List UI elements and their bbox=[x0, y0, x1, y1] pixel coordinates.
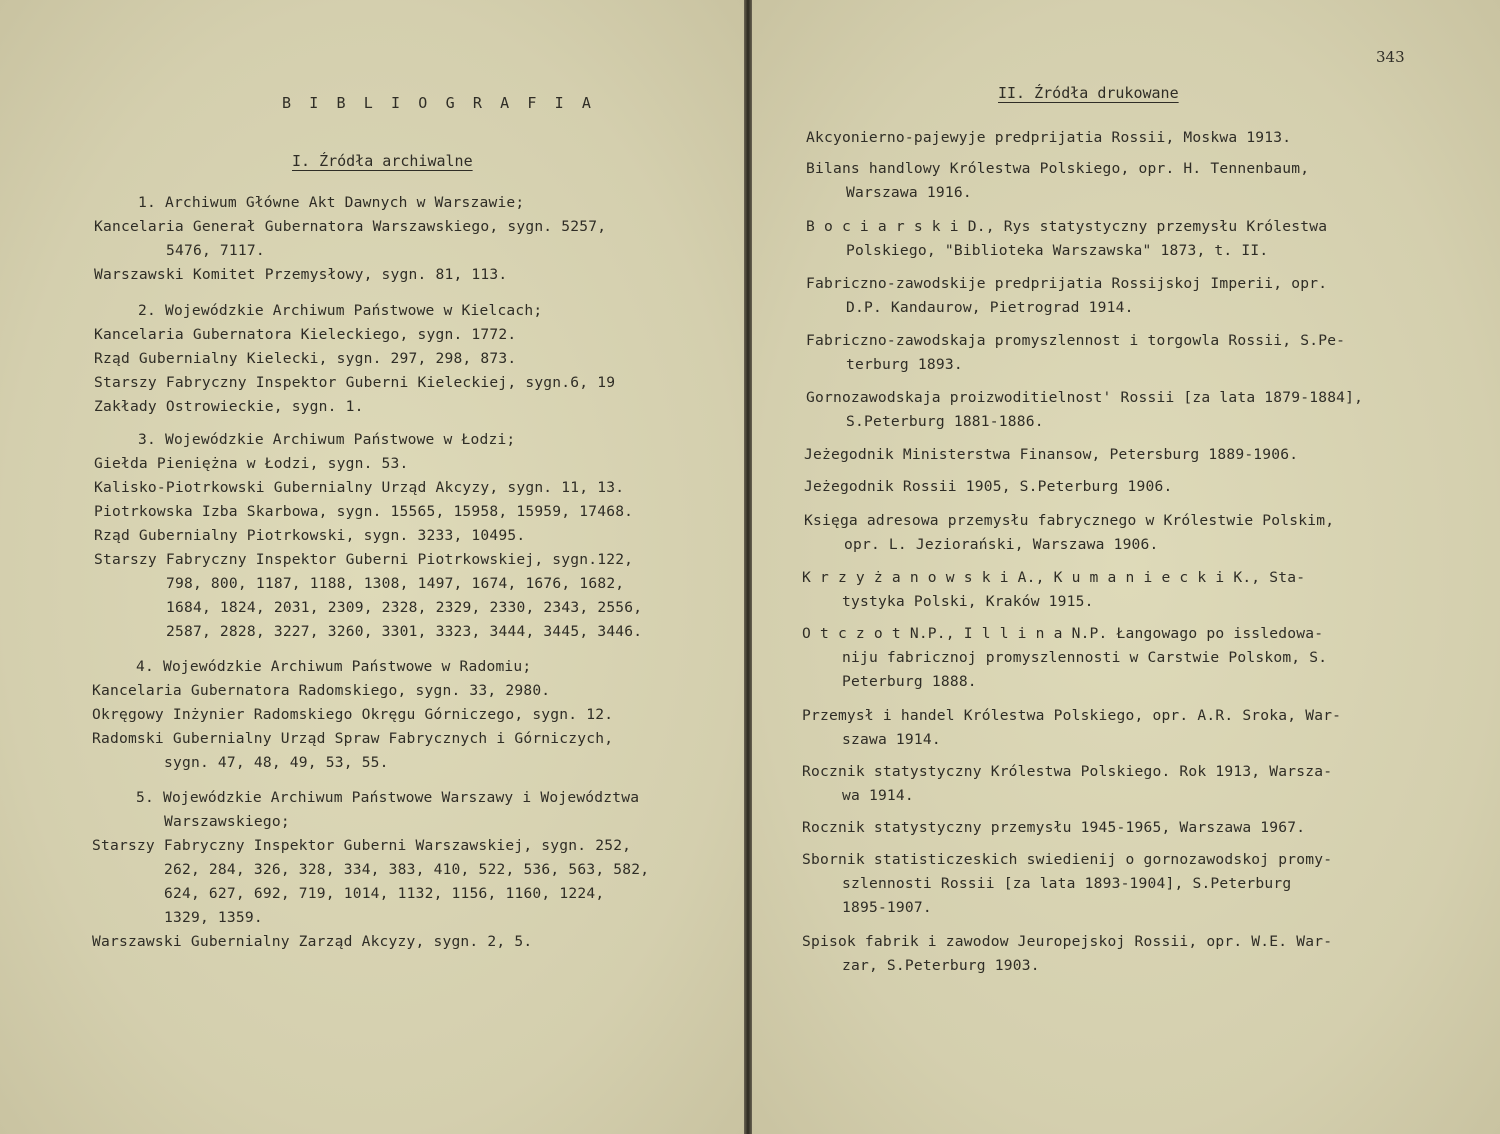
archive-line: Starszy Fabryczny Inspektor Guberni Warszawskiej, sygn. 252, bbox=[92, 837, 632, 854]
entry-line: Bilans handlowy Królestwa Polskiego, opr. H. Tennenbaum, bbox=[806, 160, 1310, 177]
entry-line: Fabriczno-zawodskaja promyszlennost i torgowla Rossii, S.Pe- bbox=[806, 332, 1346, 349]
printed-entry bbox=[802, 704, 1341, 752]
archival-sources-heading: I. Źródła archiwalne bbox=[292, 152, 473, 170]
entry-line: D.P. Kandaurow, Pietrograd 1914. bbox=[846, 299, 1134, 316]
entry-line: Polskiego, "Biblioteka Warszawska" 1873, t. II. bbox=[846, 242, 1269, 259]
page-number: 343 bbox=[1376, 48, 1405, 66]
printed-entry bbox=[802, 816, 1305, 840]
entry-line: Sbornik statisticzeskich swiedienij o gornozawodskoj promy- bbox=[802, 851, 1333, 868]
archive-line: 624, 627, 692, 719, 1014, 1132, 1156, 1160, 1224, bbox=[164, 885, 605, 902]
printed-entry bbox=[806, 126, 1291, 150]
entry-line: 1895-1907. bbox=[842, 899, 932, 916]
printed-entry bbox=[806, 272, 1327, 320]
printed-entry bbox=[802, 622, 1327, 694]
printed-entry bbox=[804, 509, 1334, 557]
printed-entry bbox=[802, 566, 1305, 614]
printed-sources-heading: II. Źródła drukowane bbox=[998, 84, 1179, 102]
archive-5 bbox=[92, 786, 649, 954]
archive-line: Kancelaria Gubernatora Kieleckiego, sygn. 1772. bbox=[94, 326, 517, 343]
entry-line: szlennosti Rossii [za lata 1893-1904], S.Peterburg bbox=[842, 875, 1292, 892]
printed-entry bbox=[806, 329, 1345, 377]
entry-line: terburg 1893. bbox=[846, 356, 963, 373]
entry-line: niju fabricznoj promyszlennosti w Carstwie Polskom, S. bbox=[842, 649, 1328, 666]
printed-entry bbox=[804, 475, 1172, 499]
archive-line: 4. Wojewódzkie Archiwum Państwowe w Radomiu; bbox=[136, 658, 532, 675]
printed-entry bbox=[802, 760, 1332, 808]
entry-line: wa 1914. bbox=[842, 787, 914, 804]
entry-line: zar, S.Peterburg 1903. bbox=[842, 957, 1040, 974]
archive-4 bbox=[92, 655, 613, 775]
archive-line: Warszawski Komitet Przemysłowy, sygn. 81, 113. bbox=[94, 266, 508, 283]
entry-line: opr. L. Jeziorański, Warszawa 1906. bbox=[844, 536, 1159, 553]
archive-line: Kancelaria Generał Gubernatora Warszawskiego, sygn. 5257, bbox=[94, 218, 607, 235]
archive-3 bbox=[94, 428, 642, 644]
entry-line: Spisok fabrik i zawodow Jeuropejskoj Rossii, opr. W.E. War- bbox=[802, 933, 1333, 950]
archive-line: 1. Archiwum Główne Akt Dawnych w Warszawie; bbox=[138, 194, 525, 211]
right-page bbox=[752, 0, 1500, 1134]
entry-line: Przemysł i handel Królestwa Polskiego, opr. A.R. Sroka, War- bbox=[802, 707, 1342, 724]
entry-line: S.Peterburg 1881-1886. bbox=[846, 413, 1044, 430]
entry-line: B o c i a r s k i D., Rys statystyczny przemysłu Królestwa bbox=[806, 218, 1328, 235]
archive-line: Warszawski Gubernialny Zarząd Akcyzy, sygn. 2, 5. bbox=[92, 933, 533, 950]
archive-1 bbox=[94, 191, 606, 287]
printed-entry bbox=[804, 443, 1298, 467]
archive-line: Okręgowy Inżynier Radomskiego Okręgu Górniczego, sygn. 12. bbox=[92, 706, 614, 723]
printed-entry bbox=[806, 386, 1363, 434]
book-spine bbox=[744, 0, 752, 1134]
archive-line: Giełda Pieniężna w Łodzi, sygn. 53. bbox=[94, 455, 409, 472]
printed-entry bbox=[802, 930, 1332, 978]
entry-line: Peterburg 1888. bbox=[842, 673, 977, 690]
entry-line: Gornozawodskaja proizwoditielnost' Rossii [za lata 1879-1884], bbox=[806, 389, 1364, 406]
archive-line: 2587, 2828, 3227, 3260, 3301, 3323, 3444, 3445, 3446. bbox=[166, 623, 643, 640]
entry-line: K r z y ż a n o w s k i A., K u m a n i e c k i K., Sta- bbox=[802, 569, 1306, 586]
archive-line: 5. Wojewódzkie Archiwum Państwowe Warszawy i Województwa bbox=[136, 789, 640, 806]
printed-entry bbox=[806, 215, 1327, 263]
entry-line: Jeżegodnik Ministerstwa Finansow, Petersburg 1889-1906. bbox=[804, 446, 1299, 463]
archive-line: Kalisko-Piotrkowski Gubernialny Urząd Akcyzy, sygn. 11, 13. bbox=[94, 479, 625, 496]
archive-line: 3. Wojewódzkie Archiwum Państwowe w Łodzi; bbox=[138, 431, 516, 448]
archive-line: Piotrkowska Izba Skarbowa, sygn. 15565, 15958, 15959, 17468. bbox=[94, 503, 634, 520]
archive-line: 2. Wojewódzkie Archiwum Państwowe w Kielcach; bbox=[138, 302, 543, 319]
archive-line: 1684, 1824, 2031, 2309, 2328, 2329, 2330, 2343, 2556, bbox=[166, 599, 643, 616]
archive-line: 1329, 1359. bbox=[164, 909, 263, 926]
entry-line: Jeżegodnik Rossii 1905, S.Peterburg 1906. bbox=[804, 478, 1173, 495]
archive-2 bbox=[94, 299, 615, 419]
archive-line: 5476, 7117. bbox=[166, 242, 265, 259]
left-page bbox=[0, 0, 744, 1134]
printed-entry bbox=[806, 157, 1309, 205]
archive-line: 798, 800, 1187, 1188, 1308, 1497, 1674, 1676, 1682, bbox=[166, 575, 625, 592]
archive-line: Rząd Gubernialny Piotrkowski, sygn. 3233, 10495. bbox=[94, 527, 526, 544]
printed-entry bbox=[802, 848, 1332, 920]
entry-line: O t c z o t N.P., I l l i n a N.P. Łangowago po issledowa- bbox=[802, 625, 1324, 642]
archive-line: Radomski Gubernialny Urząd Spraw Fabrycznych i Górniczych, bbox=[92, 730, 614, 747]
archive-line: Starszy Fabryczny Inspektor Guberni Piotrkowskiej, sygn.122, bbox=[94, 551, 634, 568]
archive-line: 262, 284, 326, 328, 334, 383, 410, 522, 536, 563, 582, bbox=[164, 861, 650, 878]
entry-line: Warszawa 1916. bbox=[846, 184, 972, 201]
archive-line: Starszy Fabryczny Inspektor Guberni Kieleckiej, sygn.6, 19 bbox=[94, 374, 616, 391]
entry-line: Księga adresowa przemysłu fabrycznego w Królestwie Polskim, bbox=[804, 512, 1335, 529]
archive-line: sygn. 47, 48, 49, 53, 55. bbox=[164, 754, 389, 771]
entry-line: Rocznik statystyczny przemysłu 1945-1965, Warszawa 1967. bbox=[802, 819, 1306, 836]
entry-line: szawa 1914. bbox=[842, 731, 941, 748]
archive-line: Rząd Gubernialny Kielecki, sygn. 297, 298, 873. bbox=[94, 350, 517, 367]
entry-line: Akcyonierno-pajewyje predprijatia Rossii, Moskwa 1913. bbox=[806, 129, 1292, 146]
entry-line: Rocznik statystyczny Królestwa Polskiego. Rok 1913, Warsza- bbox=[802, 763, 1333, 780]
archive-line: Warszawskiego; bbox=[164, 813, 290, 830]
entry-line: Fabricznо-zawodskije predprijatia Rossijskoj Imperii, opr. bbox=[806, 275, 1328, 292]
archive-line: Zakłady Ostrowieckie, sygn. 1. bbox=[94, 398, 364, 415]
archive-line: Kancelaria Gubernatora Radomskiego, sygn. 33, 2980. bbox=[92, 682, 551, 699]
bibliography-title: B I B L I O G R A F I A bbox=[282, 94, 596, 112]
entry-line: tystyka Polski, Kraków 1915. bbox=[842, 593, 1094, 610]
